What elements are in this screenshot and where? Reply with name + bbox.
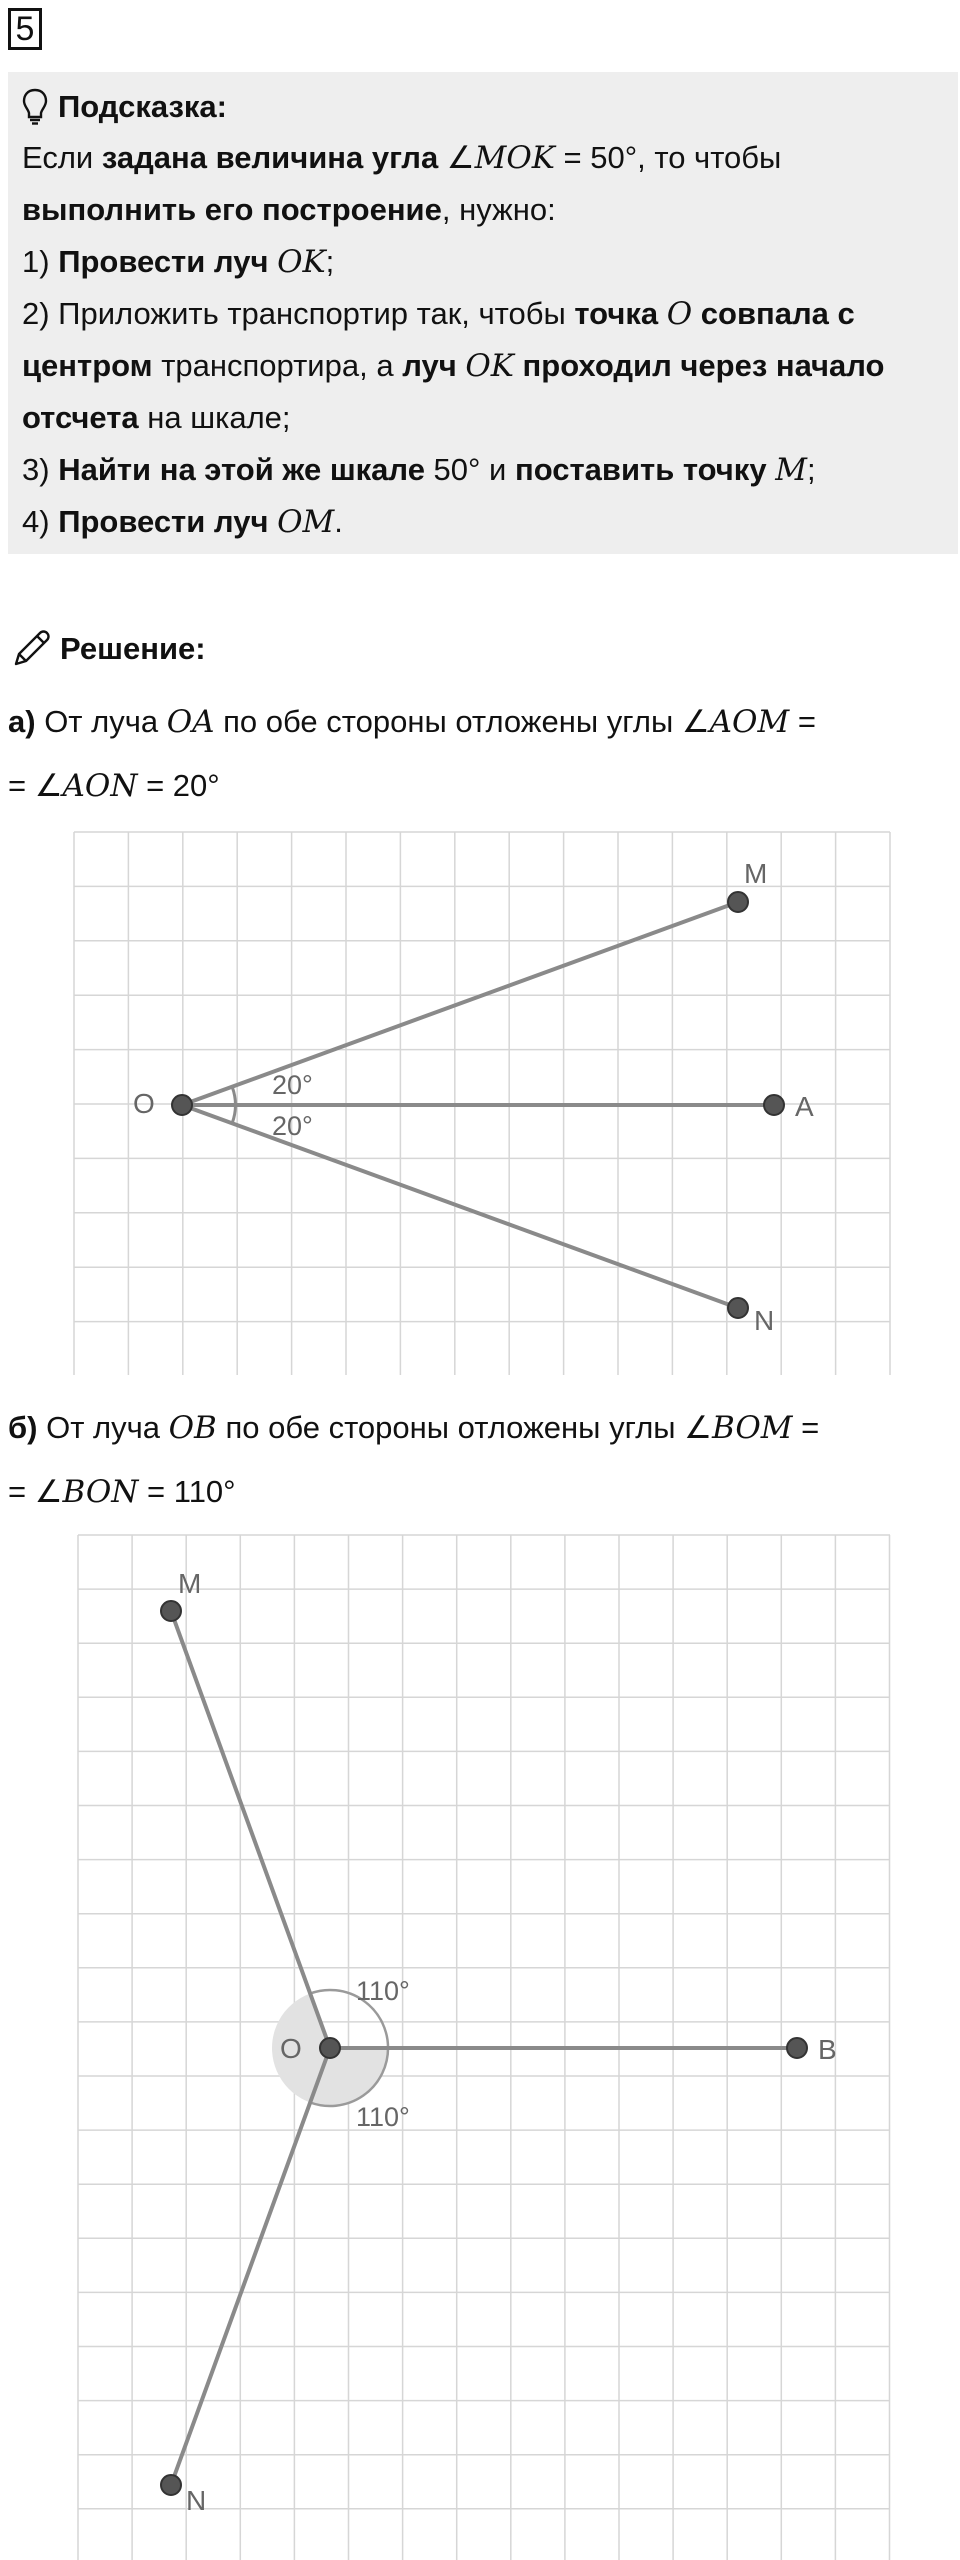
point-m-b (161, 1601, 181, 1621)
point-o-b (320, 2038, 340, 2058)
label-o-b: O (280, 2033, 302, 2064)
hint-title: Подсказка: (58, 89, 227, 124)
hint-line-4: 2) Приложить транспортир так, чтобы точка O совпала с (22, 296, 855, 332)
label-o-a: O (133, 1088, 155, 1119)
hint-line-1: Если задана величина угла ∠MOK = 50°, то чтобы (22, 140, 782, 176)
label-a-a: A (795, 1091, 814, 1122)
hint-line-3: 1) Провести луч OK; (22, 244, 335, 280)
label-b-b: B (818, 2034, 837, 2065)
point-b-b (787, 2038, 807, 2058)
ray-om-b (171, 1611, 330, 2048)
angle-label-top-a: 20° (272, 1070, 313, 1100)
part-a-line-2: = ∠AON = 20° (8, 768, 220, 804)
label-n-a: N (754, 1305, 775, 1336)
hint-line-5: центром транспортира, а луч OK проходил через начало (22, 348, 885, 384)
hint-line-2: выполнить его построение, нужно: (22, 192, 556, 227)
ray-on-b (171, 2048, 330, 2485)
task-number: 5 (8, 8, 42, 50)
angle-label-bottom-b: 110° (356, 2102, 410, 2132)
label-m-a: M (744, 858, 768, 889)
angle-label-bottom-a: 20° (272, 1111, 313, 1141)
label-m-b: M (178, 1568, 202, 1599)
label-n-b: N (186, 2485, 207, 2516)
part-b-line-1: б) От луча OB по обе стороны отложены углы ∠BOM = (8, 1410, 820, 1446)
hint-line-8: 4) Провести луч OM. (22, 504, 343, 540)
solution-title: Решение: (60, 631, 206, 666)
angle-label-top-b: 110° (356, 1976, 410, 2006)
part-a-line-1: а) От луча OA по обе стороны отложены углы ∠AOM = (8, 704, 816, 740)
part-b-line-2: = ∠BON = 110° (8, 1474, 236, 1510)
hint-line-6: отсчета на шкале; (22, 400, 291, 435)
hint-line-7: 3) Найти на этой же шкале 50° и поставить точку M; (22, 452, 816, 488)
point-n-b (161, 2475, 181, 2495)
